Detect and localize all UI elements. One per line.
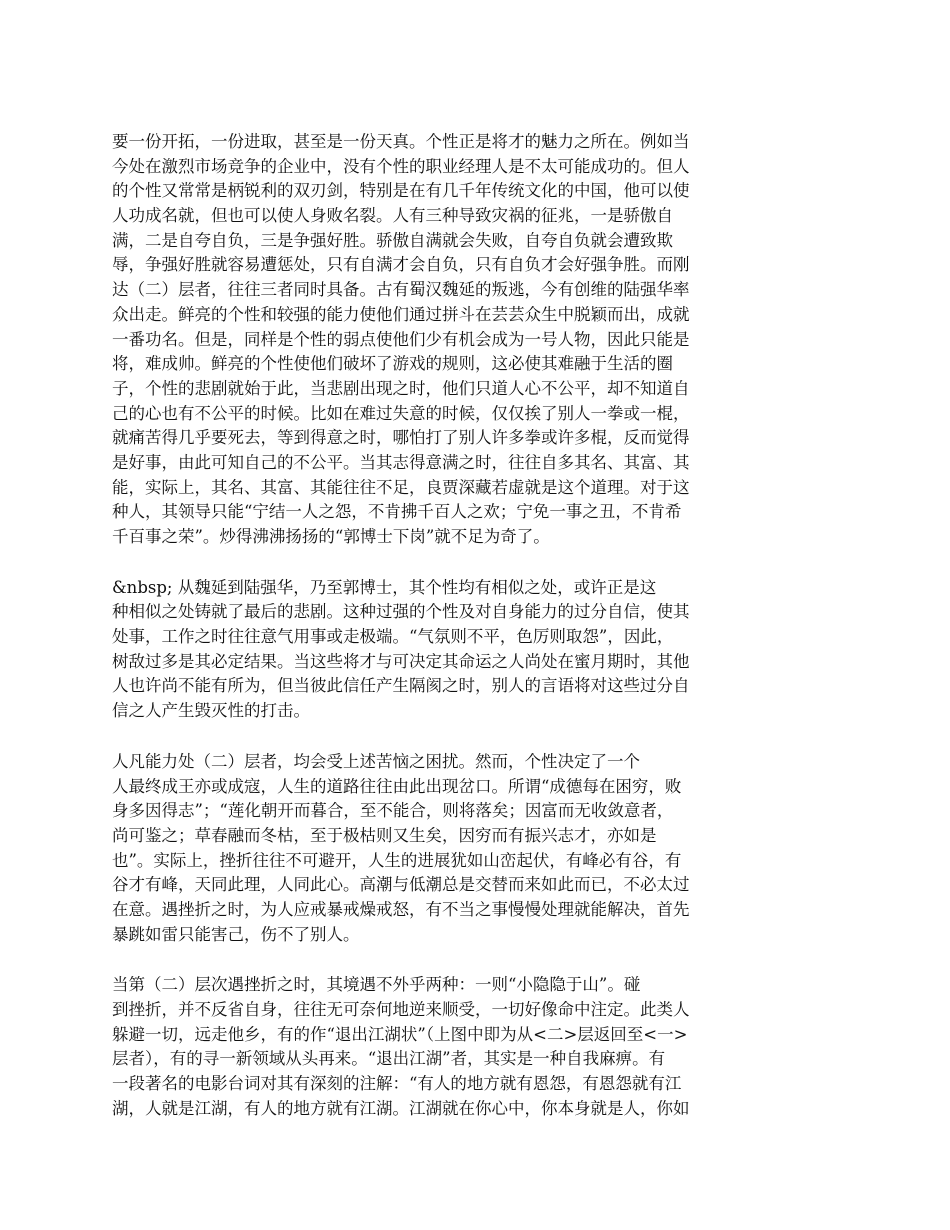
text-line: 处事，工作之时往往意气用事或走极端。“气氛则不平，色厉则取怨”，因此，: [112, 627, 674, 647]
text-line: &nbsp; 从魏延到陆强华，乃至郭博士，其个性均有相似之处，或许正是这: [112, 577, 657, 597]
text-line: 人功成名就，但也可以使人身败名裂。人有三种导致灾祸的征兆，一是骄傲自: [112, 206, 673, 226]
text-line: 种人，其领导只能“宁结一人之怨，不肯拂千百人之欢；宁免一事之丑，不肯希: [112, 502, 682, 522]
paragraph-1: [112, 130, 768, 550]
text-line: 谷才有峰，天同此理，人同此心。高潮与低潮总是交替而来如此而已，不必太过: [112, 875, 690, 895]
text-line: 众出走。鲜亮的个性和较强的能力使他们通过拼斗在芸芸众生中脱颖而出，成就: [112, 304, 690, 324]
text-line: 己的心也有不公平的时候。比如在难过失意的时候，仅仅挨了别人一拳或一棍，: [112, 403, 690, 423]
text-line: 是好事，由此可知自己的不公平。当其志得意满之时，往往自多其名、其富、其: [112, 452, 690, 472]
document-page: [112, 130, 768, 1121]
text-line: 湖，人就是江湖，有人的地方就有江湖。江湖就在你心中，你本身就是人，你如: [112, 1098, 690, 1118]
text-line: 人凡能力处（二）层者，均会受上述苦恼之困扰。然而，个性决定了一个: [112, 751, 640, 771]
text-line: 子，个性的悲剧就始于此，当悲剧出现之时，他们只道人心不公平，却不知道自: [112, 378, 690, 398]
text-line: 能，实际上，其名、其富、其能往往不足，良贾深藏若虚就是这个道理。对于这: [112, 477, 690, 497]
text-line: 身多因得志”；“莲化朝开而暮合，至不能合，则将落矣；因富而无收敛意者，: [112, 801, 674, 821]
text-line: 也”。实际上，挫折往往不可避开，人生的进展犹如山峦起伏，有峰必有谷，有: [112, 850, 682, 870]
text-line: 信之人产生毁灭性的打击。: [112, 701, 310, 721]
text-line: 一番功名。但是，同样是个性的弱点使他们少有机会成为一号人物，因此只能是: [112, 329, 690, 349]
text-line: 在意。遇挫折之时，为人应戒暴戒燥戒怒，有不当之事慢慢处理就能解决，首先: [112, 899, 690, 919]
text-line: 一段著名的电影台词对其有深刻的注解：“有人的地方就有恩怨，有恩怨就有江: [112, 1074, 682, 1094]
text-line: 辱，争强好胜就容易遭惩处，只有自满才会自负，只有自负才会好强争胜。而刚: [112, 255, 690, 275]
paragraph-3: [112, 750, 768, 948]
text-line: 尚可鉴之；草春融而冬枯，至于极枯则又生矣，因穷而有振兴志才，亦如是: [112, 825, 657, 845]
text-line: 到挫折，并不反省自身，往往无可奈何地逆来顺受，一切好像命中注定。此类人: [112, 1000, 690, 1019]
paragraph-4: [112, 973, 768, 1121]
text-line: 当第（二）层次遇挫折之时，其境遇不外乎两种：一则“小隐隐于山”。碰: [112, 975, 641, 995]
text-line: 的个性又常常是柄锐利的双刃剑，特别是在有几千年传统文化的中国，他可以使: [112, 181, 690, 201]
paragraph-gap: [112, 550, 768, 576]
text-line: 暴跳如雷只能害己，伤不了别人。: [112, 924, 360, 944]
text-line: 达（二）层者，往往三者同时具备。古有蜀汉魏延的叛逃，今有创维的陆强华率: [112, 280, 690, 300]
text-line: 就痛苦得几乎要死去，等到得意之时，哪怕打了别人许多拳或许多棍，反而觉得: [112, 428, 690, 448]
text-line: 满，二是自夸自负，三是争强好胜。骄傲自满就会失败，自夸自负就会遭致欺: [112, 230, 673, 250]
text-line: 将，难成帅。鲜亮的个性使他们破坏了游戏的规则，这必使其难融于生活的圈: [112, 354, 673, 374]
text-line: 要一份开拓，一份进取，甚至是一份天真。个性正是将才的魅力之所在。例如当: [112, 132, 690, 151]
text-line: 树敌过多是其必定结果。当这些将才与可决定其命运之人尚处在蜜月期时，其他: [112, 651, 690, 671]
paragraph-gap: [112, 724, 768, 750]
text-line: 今处在激烈市场竞争的企业中，没有个性的职业经理人是不太可能成功的。但人: [112, 156, 690, 176]
text-line: 种相似之处铸就了最后的悲剧。这种过强的个性及对自身能力的过分自信，使其: [112, 602, 690, 622]
text-line: 层者），有的寻一新领域从头再来。“退出江湖”者，其实是一种自我麻痹。有: [112, 1049, 666, 1069]
text-line: 躲避一切，远走他乡，有的作“退出江湖状”（上图中即为从<二>层返回至<一>: [112, 1024, 688, 1044]
paragraph-2: [112, 576, 768, 724]
text-line: 人也许尚不能有所为，但当彼此信任产生隔阂之时，别人的言语将对这些过分自: [112, 676, 690, 696]
text-line: 人最终成王亦或成寇，人生的道路往往由此出现岔口。所谓“成德每在困穷，败: [112, 776, 682, 796]
text-line: 千百事之荣”。炒得沸沸扬扬的“郭博士下岗”就不足为奇了。: [112, 527, 550, 546]
paragraph-gap: [112, 947, 768, 973]
